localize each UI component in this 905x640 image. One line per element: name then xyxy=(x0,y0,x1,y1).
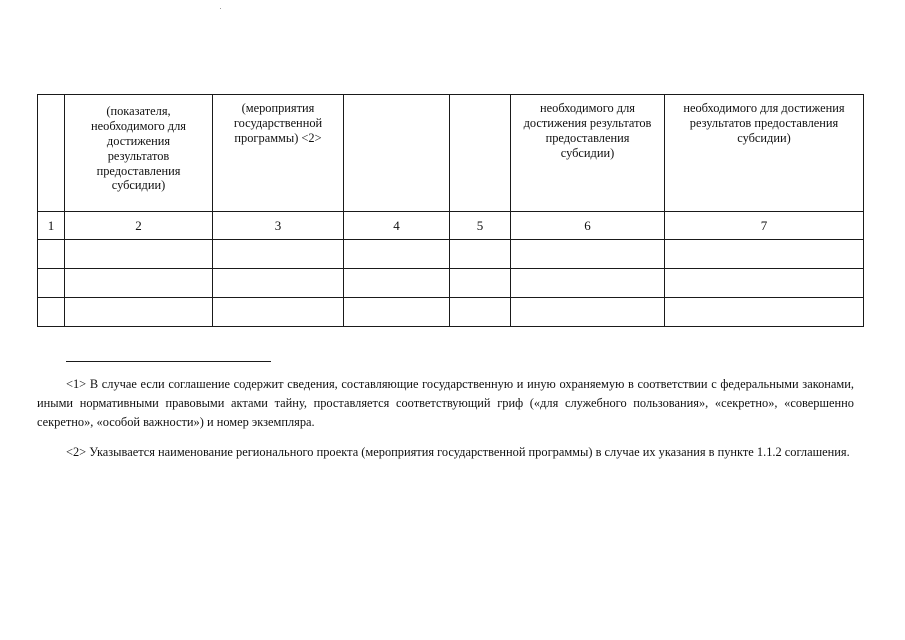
table-cell xyxy=(511,298,665,327)
column-number: 4 xyxy=(344,212,450,240)
table-cell xyxy=(450,269,511,298)
table-cell xyxy=(38,269,65,298)
footnote-2: <2> Указывается наименование регионального проекта (мероприятия государственной программы) в случае их указания в пункте 1.1.2 соглашения. xyxy=(66,445,850,459)
table-cell xyxy=(38,298,65,327)
table-cell xyxy=(665,269,864,298)
scan-speck xyxy=(220,8,221,9)
table-cell xyxy=(344,240,450,269)
column-number: 1 xyxy=(38,212,65,240)
table-cell xyxy=(65,298,213,327)
header-text-col6: необходимого для достижения результатов предоставления субсидии) xyxy=(523,101,652,160)
header-text-col7: необходимого для достижения результатов предоставления субсидии) xyxy=(683,101,845,145)
results-table xyxy=(37,94,864,327)
header-text-indicator: (показателя, необходимого для достижения результатов предоставления субсидии) xyxy=(91,104,186,193)
header-cell-2 xyxy=(65,95,213,212)
table-cell xyxy=(65,240,213,269)
column-number: 6 xyxy=(511,212,665,240)
header-cell-4 xyxy=(344,95,450,212)
header-cell-1 xyxy=(38,95,65,212)
footnote-separator xyxy=(66,361,271,362)
table-cell xyxy=(65,269,213,298)
header-cell-5 xyxy=(450,95,511,212)
table-cell xyxy=(450,298,511,327)
table-cell xyxy=(344,269,450,298)
table-cell xyxy=(665,298,864,327)
table-cell xyxy=(38,240,65,269)
table-cell xyxy=(511,269,665,298)
footnote-1: <1> В случае если соглашение содержит сведения, составляющие государственную и иную охраняемую в соответствии с федеральными законами, иными нормативными правовыми актами тайну, проставляется соответствующий гриф («для служебного пользования», «секретно», «совершенно секретно», «особой важности») и номер экземпляра. xyxy=(37,377,854,429)
header-cell-6 xyxy=(511,95,665,212)
table-cell xyxy=(665,240,864,269)
header-cell-7 xyxy=(665,95,864,212)
table-cell xyxy=(511,240,665,269)
column-number: 5 xyxy=(450,212,511,240)
header-text-program-event: (мероприятия государственной программы) <2> xyxy=(233,101,323,145)
column-number: 2 xyxy=(65,212,213,240)
table-cell xyxy=(213,298,344,327)
table-row xyxy=(38,240,864,269)
column-number: 7 xyxy=(665,212,864,240)
table-row xyxy=(38,269,864,298)
table-header-row xyxy=(38,95,864,212)
column-number-row xyxy=(38,212,864,240)
table-cell xyxy=(213,269,344,298)
column-number: 3 xyxy=(213,212,344,240)
table-cell xyxy=(213,240,344,269)
header-cell-3 xyxy=(213,95,344,212)
table-cell xyxy=(344,298,450,327)
table-row xyxy=(38,298,864,327)
table-cell xyxy=(450,240,511,269)
